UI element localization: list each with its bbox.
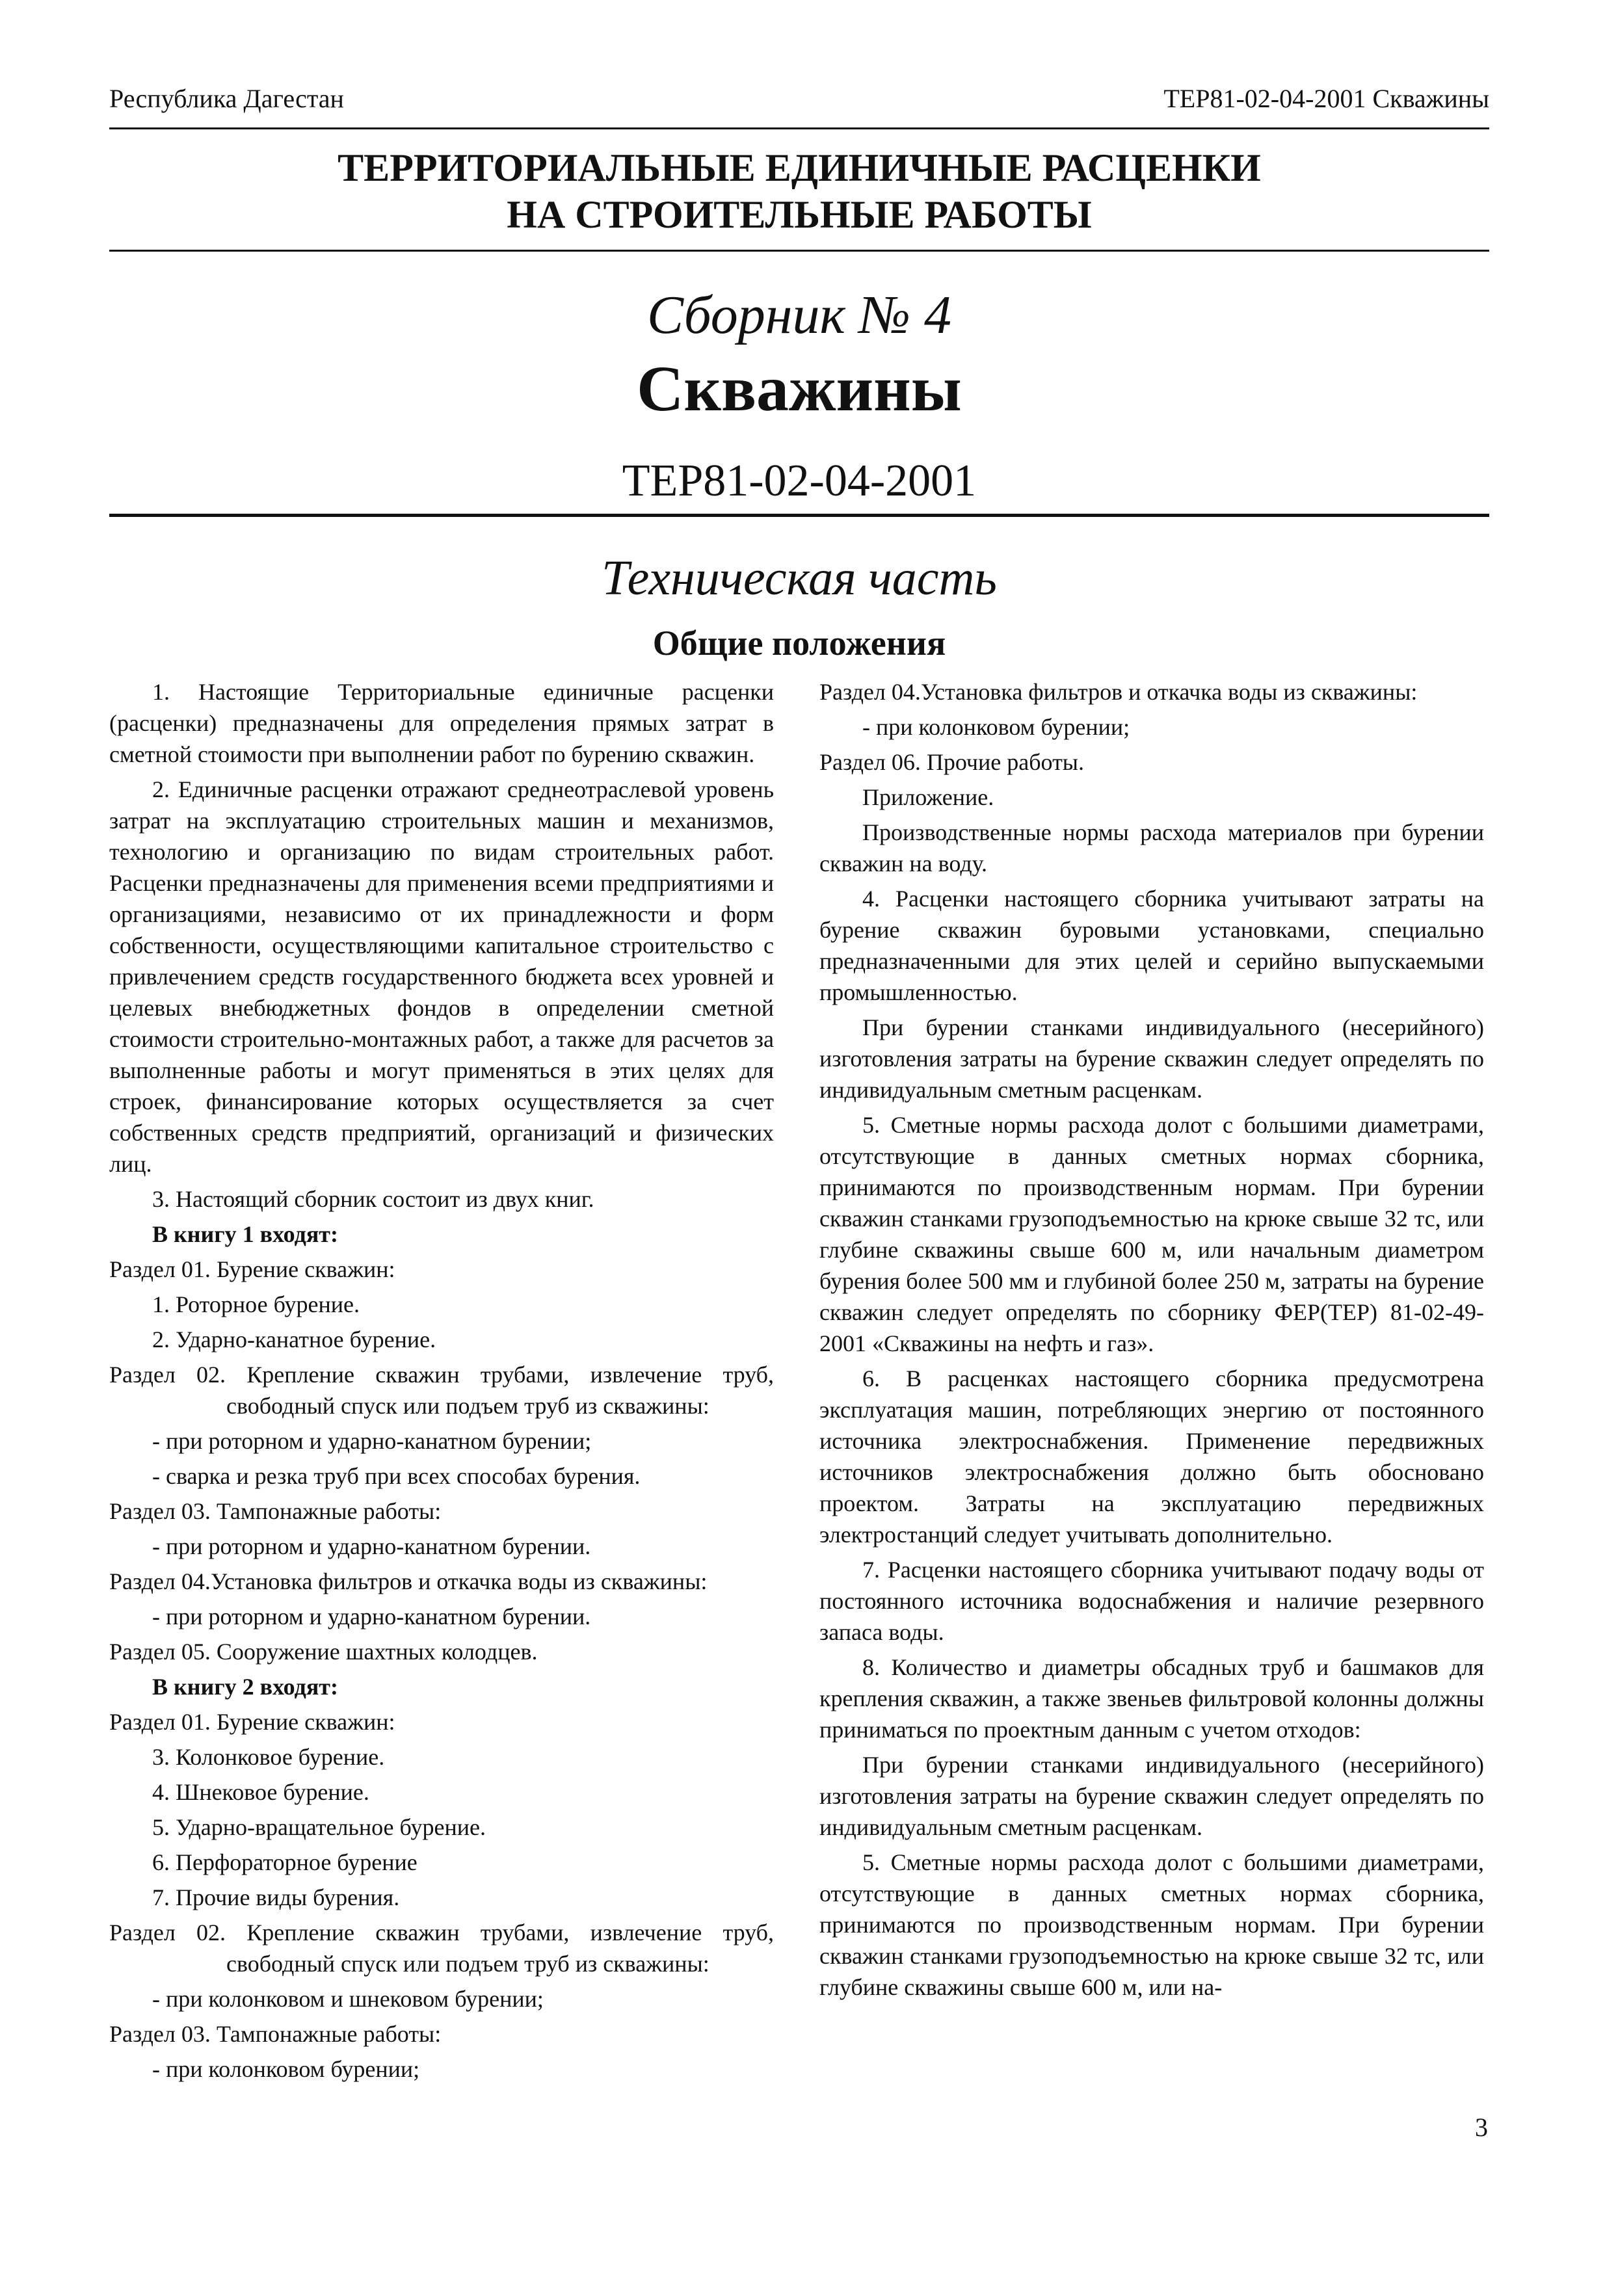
list-item: 6. Перфораторное бурение [152,1849,418,1875]
section-entry: Раздел 02. Крепление скважин трубами, извлечение труб, свободный спуск или подъем труб из скважины: [109,1920,774,1977]
list-item: - при колонковом и шнековом бурении; [152,1986,544,2012]
section-entry: Раздел 03. Тампонажные работы: [109,2021,442,2047]
page-number: 3 [1475,2113,1488,2142]
book-heading: В книгу 1 входят: [152,1221,338,1247]
list-item: - при роторном и ударно-канатном бурении. [152,1533,591,1559]
paragraph: 5. Сметные нормы расхода долот с большими диаметрами, отсутствующие в данных сметных нормах сборника, принимаются по производственным нормам. При бурении скважин станками грузоподъемностью на крюке свыше 32 тс, или глубине скважины свыше 600 м, или на- [819,1849,1484,2000]
header-divider [109,127,1489,129]
collection-code: ТЕР81-02-04-2001 [622,456,977,506]
collection-name: Скважины [637,352,962,425]
list-item: - при роторном и ударно-канатном бурении; [152,1428,592,1454]
paragraph: При бурении станками индивидуального (несерийного) изготовления затраты на бурение скважин следует определять по индивидуальным сметным расценкам. [819,1752,1484,1840]
list-item: 7. Прочие виды бурения. [152,1884,400,1910]
list-item: - при колонковом бурении; [152,2056,420,2082]
paragraph: 3. Настоящий сборник состоит из двух книг. [152,1186,594,1212]
section-entry: Раздел 03. Тампонажные работы: [109,1498,442,1524]
paragraph: 4. Расценки настоящего сборника учитывают затраты на бурение скважин буровыми установками, специально предназначенными для этих целей и серийно выпускаемыми промышленностью. [819,886,1484,1005]
section-entry: Раздел 02. Крепление скважин трубами, извлечение труб, свободный спуск или подъем труб из скважины: [109,1362,774,1419]
header-document-code: ТЕР81-02-04-2001 Скважины [1163,84,1489,113]
appendix-label: Приложение. [862,784,994,810]
paragraph: 5. Сметные нормы расхода долот с большими диаметрами, отсутствующие в данных сметных нормах сборника, принимаются по производственным нормам. При бурении скважин станками грузоподъемностью на крюке свыше 32 тс, или глубине скважины свыше 600 м, или начальным диаметром бурения более 500 мм и глубиной более 250 м, затраты на бурение скважин следует определять по сборнику ФЕР(ТЕР) 81-02-49-2001 «Скважины на нефть и газ». [819,1112,1484,1356]
list-item: 3. Колонковое бурение. [152,1744,385,1770]
paragraph: 7. Расценки настоящего сборника учитывают подачу воды от постоянного источника водоснабжения и наличие резервного запаса воды. [819,1557,1484,1645]
section-title: Техническая часть [602,551,997,605]
header-region: Республика Дагестан [109,84,344,113]
paragraph: 2. Единичные расценки отражают среднеотраслевой уровень затрат на эксплуатацию строительных машин и механизмов, технологию и организацию по видам строительных работ. Расценки предназначены для применения всеми предприятиями и организациями, независимо от их принадлежности и форм собственности, осуществляющими капитальное строительство с привлечением средств государственного бюджета всех уровней и целевых внебюджетных фондов в определении сметной стоимости строительно-монтажных работ, а также для расчетов за выполненные работы и могут применяться в этих целях для строек, финансирование которых осуществляется за счет собственных средств предприятий, организаций и физических лиц. [109,776,774,1177]
section-entry: Раздел 04.Установка фильтров и откачка воды из скважины: [109,1568,708,1594]
list-item: - при роторном и ударно-канатном бурении. [152,1603,591,1630]
main-title-line-2: НА СТРОИТЕЛЬНЫЕ РАБОТЫ [507,193,1092,236]
paragraph: 6. В расценках настоящего сборника предусмотрена эксплуатация машин, потребляющих энергию от постоянного источника электроснабжения. Применение передвижных источников электроснабжения должно быть обосновано проектом. Затраты на эксплуатацию передвижных электростанций следует учитывать дополнительно. [819,1366,1484,1548]
paragraph: 8. Количество и диаметры обсадных труб и башмаков для крепления скважин, а также звеньев фильтровой колонны должны приниматься по проектным данным с учетом отходов: [819,1654,1484,1743]
title-divider [109,250,1489,252]
section-entry: Раздел 01. Бурение скважин: [109,1709,395,1735]
section-entry: Раздел 01. Бурение скважин: [109,1256,395,1282]
book-heading: В книгу 2 входят: [152,1674,338,1700]
paragraph: 1. Настоящие Территориальные единичные расценки (расценки) предназначены для определения прямых затрат в сметной стоимости при выполнении работ по бурению скважин. [109,679,774,767]
main-title [109,144,1489,238]
list-item: 1. Роторное бурение. [152,1291,360,1317]
list-item: 2. Ударно-канатное бурение. [152,1326,436,1353]
section-entry: Раздел 04.Установка фильтров и откачка воды из скважины: [819,679,1418,705]
main-title-line-1: ТЕРРИТОРИАЛЬНЫЕ ЕДИНИЧНЫЕ РАСЦЕНКИ [338,146,1261,189]
collection-label: Сборник № 4 [647,285,951,345]
section-entry: Раздел 05. Сооружение шахтных колодцев. [109,1639,538,1665]
paragraph: Производственные нормы расхода материалов при бурении скважин на воду. [819,819,1484,877]
list-item: - при колонковом бурении; [862,714,1130,740]
subsection-title: Общие положения [652,624,946,663]
list-item: - сварка и резка труб при всех способах бурения. [152,1463,641,1489]
left-column [109,676,774,2089]
right-column [819,676,1484,2007]
list-item: 4. Шнековое бурение. [152,1779,369,1805]
collection-divider [109,514,1489,517]
paragraph: При бурении станками индивидуального (несерийного) изготовления затраты на бурение скважин следует определять по индивидуальным сметным расценкам. [819,1014,1484,1103]
section-entry: Раздел 06. Прочие работы. [819,749,1084,775]
list-item: 5. Ударно-вращательное бурение. [152,1814,486,1840]
